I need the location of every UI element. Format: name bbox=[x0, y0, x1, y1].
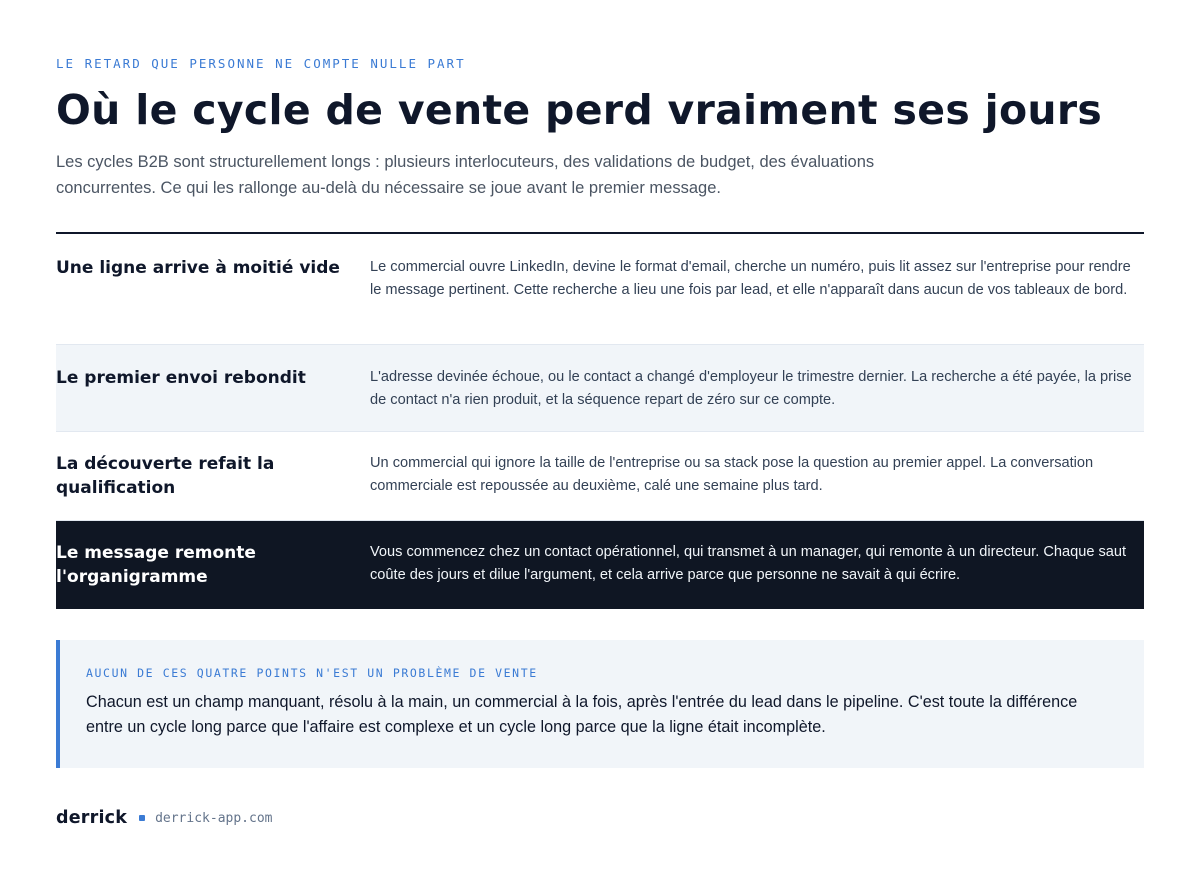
row-text: L'adresse devinée échoue, ou le contact a changé d'employeur le trimestre dernier. La recherche a été payée, la prise de contact n'a rien produit, et la séquence repart de zéro sur ce compte. bbox=[370, 369, 1132, 408]
brand-logo: derrick bbox=[56, 808, 128, 828]
row-text: Un commercial qui ignore la taille de l'entreprise ou sa stack pose la question au premier appel. La conversation commerciale est repoussée au deuxième, calé une semaine plus tard. bbox=[370, 455, 1094, 494]
callout-box bbox=[56, 640, 1144, 768]
table-row bbox=[56, 345, 1144, 432]
row-title: La découverte refait la qualification bbox=[56, 454, 275, 498]
eyebrow: LE RETARD QUE PERSONNE NE COMPTE NULLE PART bbox=[56, 56, 466, 71]
table-row bbox=[56, 432, 1144, 521]
footer bbox=[56, 808, 272, 828]
page-subtitle: Les cycles B2B sont structurellement longs : plusieurs interlocuteurs, des validations de budget, des évaluations concurrentes. Ce qui les rallonge au-delà du nécessaire se joue avant le premier message. bbox=[56, 153, 875, 197]
callout-text: Chacun est un champ manquant, résolu à la main, un commercial à la fois, après l'entrée du lead dans le pipeline. C'est toute la différence entre un cycle long parce que l'affaire est complexe et un cycle long parce que la ligne était incomplète. bbox=[86, 693, 1078, 736]
square-dot-icon bbox=[139, 815, 145, 821]
row-text: Le commercial ouvre LinkedIn, devine le format d'email, cherche un numéro, puis lit assez sur l'entreprise pour rendre le message pertinent. Cette recherche a lieu une fois par lead, et elle n'apparaît dans aucun de vos tableaux de bord. bbox=[370, 259, 1131, 298]
row-title: Le message remonte l'organigramme bbox=[56, 543, 256, 587]
page-title: Où le cycle de vente perd vraiment ses jours bbox=[56, 86, 1103, 134]
table-row-highlighted bbox=[56, 521, 1144, 609]
row-title: Une ligne arrive à moitié vide bbox=[56, 258, 340, 278]
row-text: Vous commencez chez un contact opérationnel, qui transmet à un manager, qui remonte à un directeur. Chaque saut coûte des jours et dilue l'argument, et cela arrive parce que personne ne savait à qui écrire. bbox=[370, 544, 1127, 583]
delay-table bbox=[56, 232, 1144, 609]
row-title: Le premier envoi rebondit bbox=[56, 368, 306, 388]
domain-link[interactable]: derrick-app.com bbox=[155, 810, 273, 826]
table-row bbox=[56, 234, 1144, 345]
callout-label: AUCUN DE CES QUATRE POINTS N'EST UN PROBLÈME DE VENTE bbox=[86, 666, 538, 680]
